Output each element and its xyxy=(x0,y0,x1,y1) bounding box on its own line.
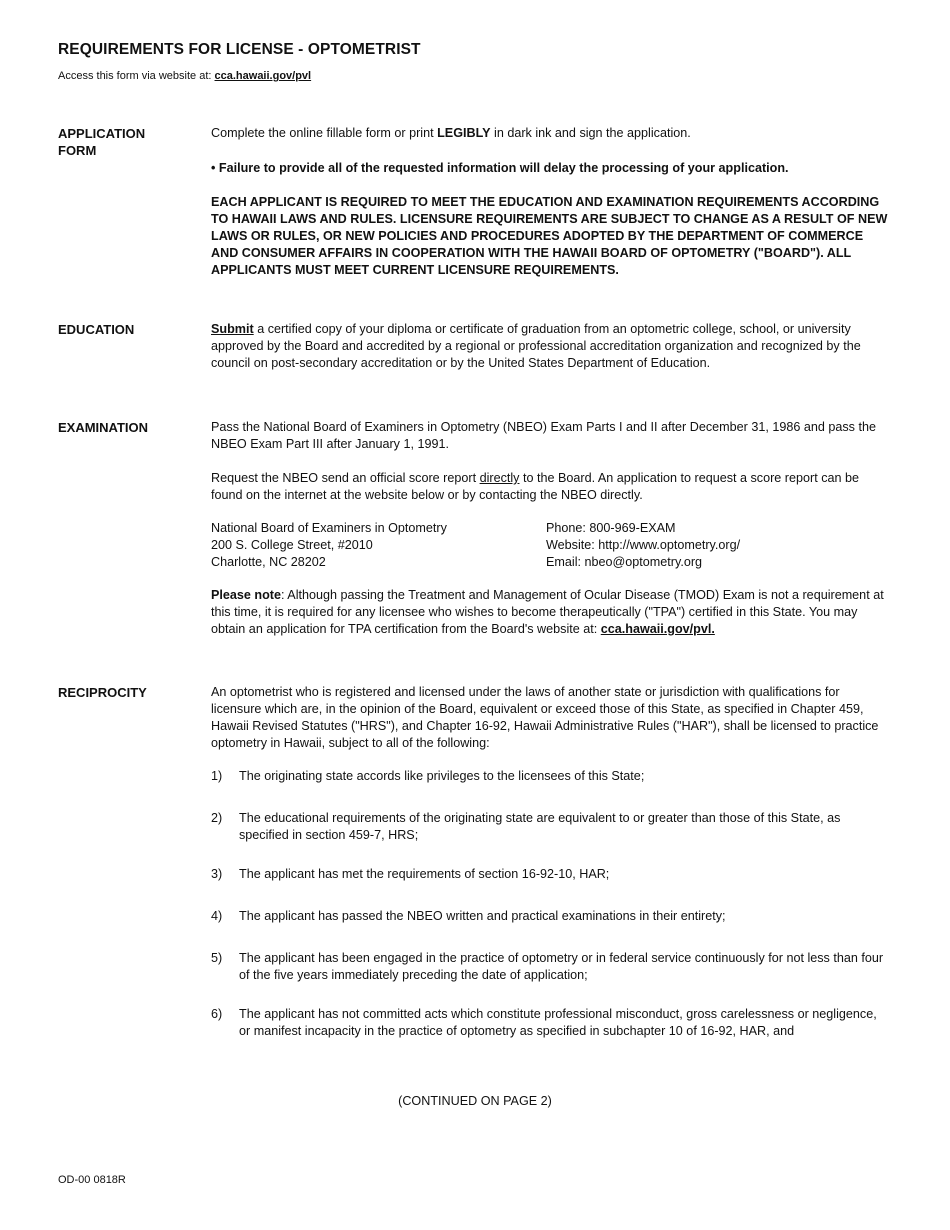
line1-post: in dark ink and sign the application. xyxy=(494,126,691,140)
list-item xyxy=(211,866,891,883)
list-text: The applicant has met the requirements of section 16-92-10, HAR; xyxy=(239,867,610,881)
list-item xyxy=(211,810,891,844)
note-link[interactable]: cca.hawaii.gov/pvl. xyxy=(600,622,715,636)
section-label-education: EDUCATION xyxy=(58,322,135,337)
list-text: The applicant has not committed acts which constitute professional misconduct, gross carelessness or negligence, or manifest incapacity in the practice of optometry as specified in subchapter 10 of 16-92, HAR, and xyxy=(239,1007,877,1038)
list-number: 5) xyxy=(211,951,223,965)
reciprocity-intro: An optometrist who is registered and licensed under the laws of another state or jurisdiction with qualifications for licensure which are, in the opinion of the Board, equivalent or exceed those of this State, as specified in Chapter 459, Hawaii Revised Statutes ("HRS"), and Chapter 16-92, Hawaii Administrative Rules ("HAR"), shall be licensed to practice optometry in Hawaii, subject to all of the following: xyxy=(211,685,879,750)
list-item xyxy=(211,950,891,984)
para2-pre: Request the NBEO send an official score report xyxy=(211,471,477,485)
application-form-notice: EACH APPLICANT IS REQUIRED TO MEET THE EDUCATION AND EXAMINATION REQUIREMENTS ACCORDING TO HAWAII LAWS AND RULES. LICENSURE REQUIREMENTS ARE SUBJECT TO CHANGE AS A RESULT OF NEW LAWS OR RULES, OR NEW POLICIES AND PROCEDURES ADOPTED BY THE DEPARTMENT OF COMMERCE AND CONSUMER AFFAIRS IN COOPERATION WITH THE HAWAII BOARD OF OPTOMETRY ("BOARD"). ALL APPLICANTS MUST MEET CURRENT LICENSURE REQUIREMENTS. xyxy=(211,195,888,277)
application-form-bullet xyxy=(211,160,891,177)
nbeo-street: 200 S. College Street, #2010 xyxy=(211,538,373,552)
access-link[interactable]: cca.hawaii.gov/pvl xyxy=(214,70,312,82)
list-number: 4) xyxy=(211,909,223,923)
nbeo-phone: Phone: 800-969-EXAM xyxy=(546,521,676,535)
list-text: The applicant has been engaged in the practice of optometry or in federal service continuously for not less than four of the five years immediately preceding the date of application; xyxy=(239,951,884,982)
nbeo-address xyxy=(211,520,546,571)
section-label-application-form: APPLICATION FORM xyxy=(58,126,146,158)
list-number: 3) xyxy=(211,867,223,881)
nbeo-name: National Board of Examiners in Optometry xyxy=(211,521,447,535)
list-number: 6) xyxy=(211,1007,223,1021)
list-text: The applicant has passed the NBEO written and practical examinations in their entirety; xyxy=(239,909,726,923)
form-code: OD-00 0818R xyxy=(58,1174,126,1186)
line1-bold: LEGIBLY xyxy=(437,126,491,140)
line1-pre: Complete the online fillable form or print xyxy=(211,126,434,140)
list-number: 2) xyxy=(211,811,223,825)
access-line xyxy=(58,70,311,82)
examination-para1: Pass the National Board of Examiners in Optometry (NBEO) Exam Parts I and II after December 31, 1986 and pass the NBEO Exam Part III after January 1, 1991. xyxy=(211,420,876,451)
nbeo-city: Charlotte, NC 28202 xyxy=(211,555,326,569)
note-bold: Please note xyxy=(211,588,281,602)
list-item xyxy=(211,908,891,925)
list-text: The originating state accords like privileges to the licensees of this State; xyxy=(239,769,645,783)
para2-post: to the Board. An application to request a score report can be found on the internet at the website below or by contacting the NBEO directly. xyxy=(211,471,860,502)
section-label-examination: EXAMINATION xyxy=(58,420,149,435)
note-text: : Although passing the Treatment and Management of Ocular Disease (TMOD) Exam is not a requirement at this time, it is required for any licensee who wishes to become therapeutically ("TPA") certified in this State. You may obtain an application for TPA certification from the Board's website at: xyxy=(211,588,884,636)
education-body: a certified copy of your diploma or certificate of graduation from an optometric college, school, or university approved by the Board and accredited by a regional or professional accreditation organization and recognized by the council on post-secondary accreditation or by the United States Department of Education. xyxy=(211,322,861,370)
nbeo-website[interactable]: Website: http://www.optometry.org/ xyxy=(546,538,741,552)
para2-underlined: directly xyxy=(479,471,520,485)
examination-note xyxy=(211,587,891,638)
education-text xyxy=(211,321,891,372)
list-number: 1) xyxy=(211,769,223,783)
list-item xyxy=(211,1006,891,1040)
nbeo-contact xyxy=(546,520,891,571)
section-label-reciprocity: RECIPROCITY xyxy=(58,685,147,700)
page-title: REQUIREMENTS FOR LICENSE - OPTOMETRIST xyxy=(58,41,421,58)
bullet-text: Failure to provide all of the requested information will delay the processing of your application. xyxy=(218,161,789,175)
application-form-line1 xyxy=(211,125,891,142)
education-lead: Submit xyxy=(211,322,254,336)
examination-para2 xyxy=(211,470,891,504)
list-text: The educational requirements of the originating state are equivalent to or greater than those of this State, as specified in section 459-7, HRS; xyxy=(239,811,841,842)
continued-note: (CONTINUED ON PAGE 2) xyxy=(398,1094,552,1108)
bullet-icon: • xyxy=(211,161,219,175)
nbeo-contact-block xyxy=(211,520,891,571)
nbeo-email[interactable]: Email: nbeo@optometry.org xyxy=(546,555,703,569)
access-text: Access this form via website at: xyxy=(58,70,212,82)
list-item xyxy=(211,768,891,785)
